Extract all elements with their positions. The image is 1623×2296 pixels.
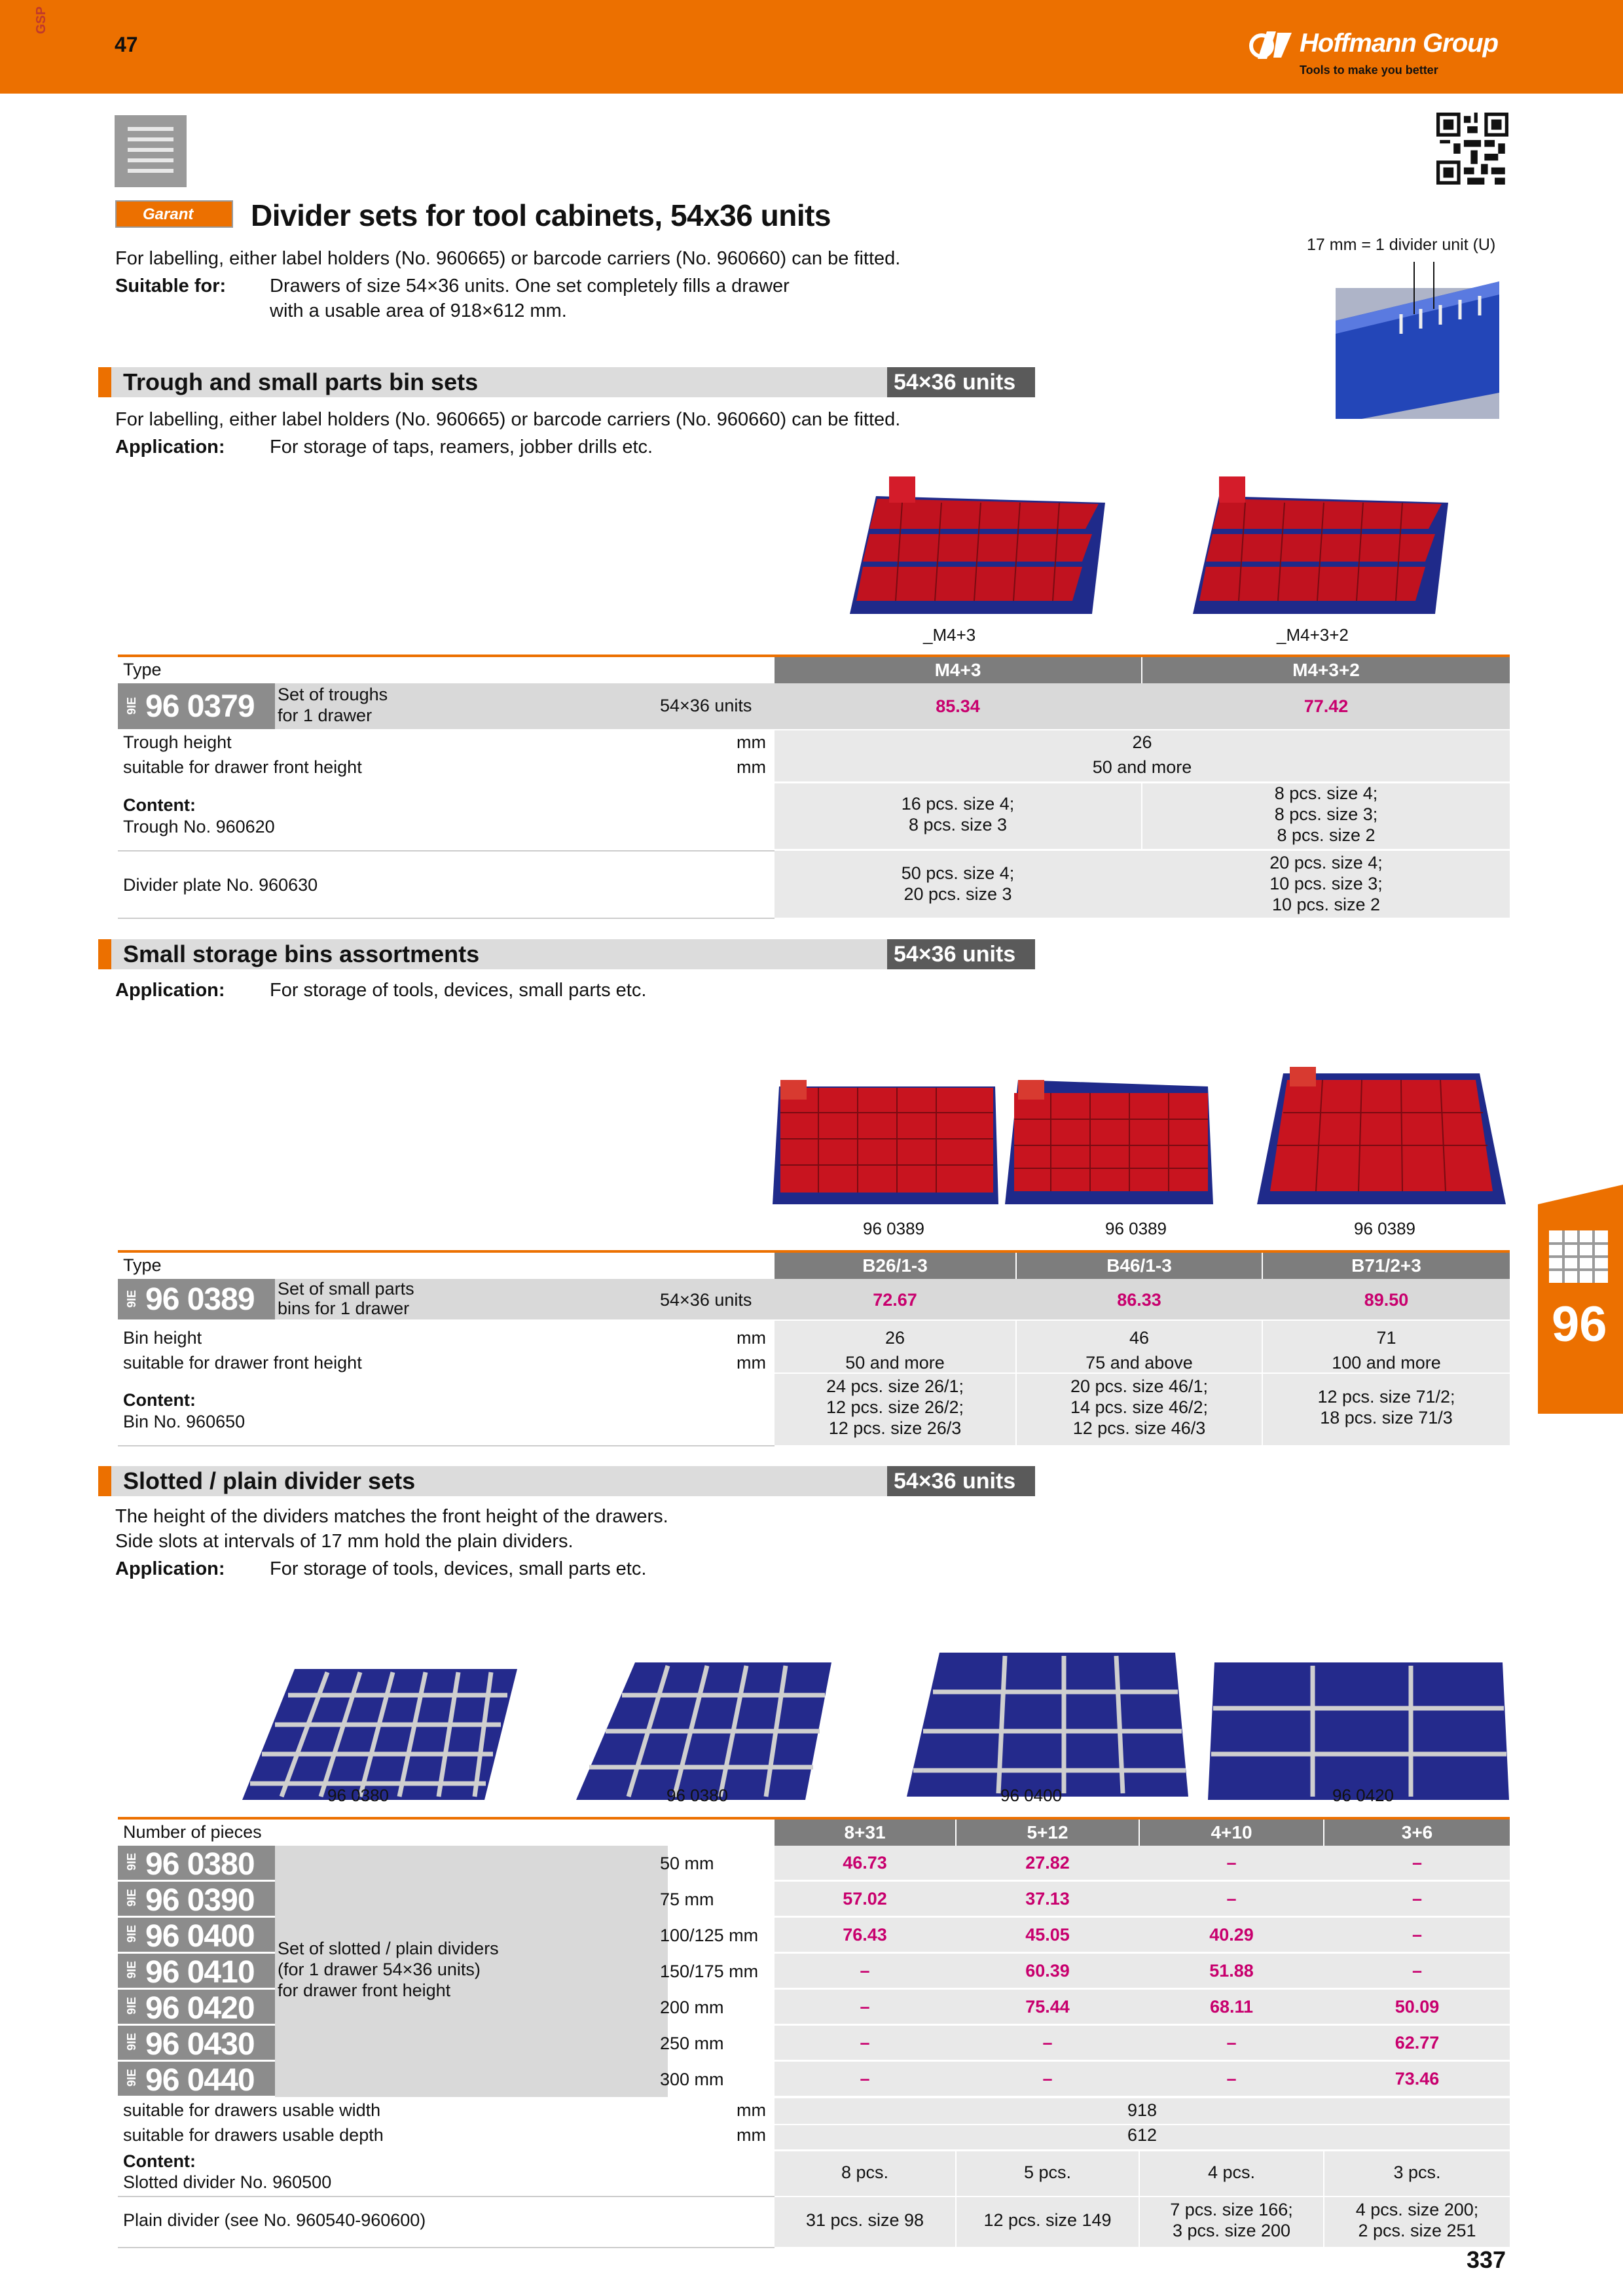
cabinet-grid-icon — [1549, 1230, 1608, 1283]
header-side-label: GSP — [34, 6, 48, 34]
page-title: Divider sets for tool cabinets, 54x36 units — [251, 198, 831, 232]
plain-count: 3 pcs. size 200 — [1172, 2221, 1291, 2240]
section-title-bins: Small storage bins assortments — [123, 941, 480, 967]
trough-height-value: 26 — [1132, 732, 1152, 752]
header-page-number: 47 — [115, 33, 138, 56]
item-number: 96 0400 — [145, 1919, 255, 1954]
content-line: 8 pcs. size 3; — [1274, 804, 1378, 824]
section-title-dividers: Slotted / plain divider sets — [123, 1467, 416, 1494]
divider-plate-label: Divider plate No. 960630 — [123, 875, 318, 895]
image-caption: _M4+3 — [923, 625, 976, 645]
front-height: 75 and above — [1085, 1353, 1193, 1372]
row-unit: mm — [737, 732, 766, 752]
hoffmann-logo-icon — [1247, 26, 1293, 60]
item-size: 54×36 units — [660, 1290, 752, 1310]
item-number-box — [118, 683, 275, 729]
price: – — [860, 1961, 870, 1981]
item-number: 96 0410 — [145, 1955, 255, 1990]
content-line: 20 pcs. size 46/1; — [1070, 1376, 1209, 1396]
price: – — [1412, 1961, 1423, 1981]
price: 50.09 — [1395, 1997, 1440, 2017]
content-line: 14 pcs. size 46/2; — [1070, 1397, 1209, 1417]
dividers-text-2: Side slots at intervals of 17 mm hold the plain dividers. — [115, 1531, 574, 1552]
price: 73.46 — [1395, 2069, 1440, 2089]
price: – — [860, 2069, 870, 2089]
price: – — [1226, 2033, 1237, 2053]
divider-description: Set of slotted / plain dividers — [278, 1939, 499, 1958]
type-label: Type — [123, 1255, 162, 1275]
front-height: 50 and more — [845, 1353, 945, 1372]
item-tag: 9IE — [125, 2032, 139, 2051]
content-line: 10 pcs. size 3; — [1269, 874, 1383, 893]
bin-height: 46 — [1129, 1328, 1150, 1348]
front-height: 150/175 mm — [660, 1962, 759, 1981]
column-header: B71/2+3 — [1263, 1253, 1510, 1279]
column-header: M4+3+2 — [1142, 657, 1510, 683]
content-line: 18 pcs. size 71/3 — [1320, 1408, 1453, 1427]
intro-text: For labelling, either label holders (No. 960665) or barcode carriers (No. 960660) can be fitted. — [115, 248, 901, 269]
item-number: 96 0390 — [145, 1883, 255, 1918]
item-tag: 9IE — [125, 1888, 139, 1907]
bin-set-image-2 — [1005, 1073, 1214, 1204]
column-header: 5+12 — [957, 1820, 1139, 1846]
item-tag: 9IE — [125, 1924, 139, 1943]
plain-count: 4 pcs. size 200; — [1355, 2200, 1479, 2219]
row-separator — [118, 1445, 775, 1446]
price: – — [1042, 2069, 1053, 2089]
item-number: 96 0389 — [145, 1282, 255, 1317]
content-label: Content: — [123, 795, 196, 815]
suitable-text-2: with a usable area of 918×612 mm. — [270, 300, 567, 321]
row-label: Trough height — [123, 732, 232, 752]
price: – — [1226, 2069, 1237, 2089]
application-label: Application: — [115, 980, 225, 1001]
front-height: 50 mm — [660, 1854, 714, 1873]
price: 57.02 — [843, 1889, 887, 1909]
price: – — [1042, 2033, 1053, 2053]
content-line: 12 pcs. size 46/3 — [1072, 1418, 1206, 1438]
content-label: Content: — [123, 2151, 196, 2171]
front-height-value: 50 and more — [1092, 757, 1192, 777]
slotted-count: 4 pcs. — [1207, 2162, 1256, 2182]
content-line: 10 pcs. size 2 — [1271, 895, 1381, 914]
bin-set-image-1 — [773, 1073, 1002, 1204]
content-line: 12 pcs. size 26/3 — [828, 1418, 962, 1438]
bin-height: 26 — [884, 1328, 905, 1348]
column-header: B26/1-3 — [775, 1253, 1015, 1279]
row-label: suitable for drawers usable depth — [123, 2125, 384, 2145]
item-number: 96 0379 — [145, 689, 255, 724]
page-number: 337 — [1467, 2246, 1506, 2273]
content-line: 12 pcs. size 71/2; — [1317, 1387, 1455, 1407]
price: – — [1412, 1925, 1423, 1945]
section-marker — [98, 1466, 111, 1496]
application-text: For storage of tools, devices, small parts etc. — [270, 980, 647, 1001]
suitable-text-1: Drawers of size 54×36 units. One set completely fills a drawer — [270, 276, 790, 296]
item-number: 96 0440 — [145, 2063, 255, 2098]
item-tag: 9IE — [125, 1289, 139, 1308]
trough-no-label: Trough No. 960620 — [123, 817, 275, 836]
image-caption: 96 0420 — [1332, 1785, 1394, 1805]
divider-description: (for 1 drawer 54×36 units) — [278, 1960, 481, 1979]
plain-count: 7 pcs. size 166; — [1170, 2200, 1293, 2219]
plain-count: 31 pcs. size 98 — [805, 2210, 924, 2230]
plain-label: Plain divider (see No. 960540-960600) — [123, 2210, 426, 2230]
item-size: 54×36 units — [660, 696, 752, 715]
price: 37.13 — [1025, 1889, 1070, 1909]
dividers-text-1: The height of the dividers matches the front height of the drawers. — [115, 1506, 668, 1527]
content-line: 8 pcs. size 3 — [908, 815, 1008, 834]
price: 46.73 — [843, 1853, 887, 1873]
item-tag: 9IE — [125, 696, 139, 715]
section-badge: 54×36 units — [887, 1466, 1035, 1496]
item-description: Set of troughs — [278, 685, 388, 704]
price: – — [1226, 1853, 1237, 1873]
content-label: Content: — [123, 1390, 196, 1410]
front-height: 300 mm — [660, 2070, 724, 2089]
item-number: 96 0420 — [145, 1991, 255, 2026]
price: 68.11 — [1209, 1997, 1254, 2017]
row-unit: mm — [737, 2125, 766, 2145]
image-caption: 96 0380 — [327, 1785, 389, 1805]
item-tag: 9IE — [125, 1960, 139, 1979]
front-height: 200 mm — [660, 1998, 724, 2017]
column-header: M4+3 — [775, 657, 1141, 683]
application-label: Application: — [115, 437, 225, 457]
price: 40.29 — [1209, 1925, 1254, 1945]
content-line: 8 pcs. size 4; — [1274, 783, 1378, 803]
price: 27.82 — [1025, 1853, 1070, 1873]
plain-count: 12 pcs. size 149 — [983, 2210, 1112, 2230]
row-separator — [118, 850, 775, 852]
bin-set-image-3 — [1257, 1067, 1506, 1204]
row-unit: mm — [737, 2100, 766, 2120]
price: – — [860, 1997, 870, 2017]
content-line: 20 pcs. size 3 — [903, 884, 1012, 904]
image-caption: 96 0389 — [1354, 1219, 1415, 1238]
type-label: Type — [123, 660, 162, 679]
slotted-count: 8 pcs. — [841, 2162, 889, 2182]
divider-description: for drawer front height — [278, 1981, 451, 2000]
front-height: 100 and more — [1332, 1353, 1441, 1372]
row-label: Bin height — [123, 1328, 202, 1348]
price: 85.34 — [936, 696, 980, 716]
trough-set-image-2 — [1193, 476, 1455, 614]
divider-set-image-1 — [242, 1662, 517, 1800]
item-tag: 9IE — [125, 1996, 139, 2015]
price: 77.42 — [1304, 696, 1349, 716]
bin-no-label: Bin No. 960650 — [123, 1412, 246, 1431]
image-caption: 96 0389 — [1105, 1219, 1167, 1238]
price: 86.33 — [1117, 1290, 1161, 1310]
image-caption: 96 0400 — [1000, 1785, 1062, 1805]
content-line: 20 pcs. size 4; — [1269, 853, 1383, 872]
section-badge: 54×36 units — [887, 939, 1035, 969]
row-unit: mm — [737, 757, 766, 777]
troughs-intro: For labelling, either label holders (No. 960665) or barcode carriers (No. 960660) can be fitted. — [115, 409, 901, 430]
qr-code-icon — [1436, 113, 1508, 185]
brand-tagline: Tools to make you better — [1300, 63, 1438, 77]
divider-unit-illustration — [1336, 262, 1499, 419]
section-badge: 54×36 units — [887, 367, 1035, 397]
row-unit: mm — [737, 1353, 766, 1372]
image-caption: _M4+3+2 — [1277, 625, 1349, 645]
price: – — [1226, 1889, 1237, 1909]
chapter-number: 96 — [1552, 1297, 1607, 1352]
trough-set-image-1 — [850, 476, 1112, 614]
price: 76.43 — [843, 1925, 887, 1945]
divider-set-image-4 — [1208, 1656, 1509, 1800]
column-header: B46/1-3 — [1017, 1253, 1262, 1279]
usable-depth: 612 — [1127, 2125, 1158, 2145]
row-separator — [118, 918, 775, 919]
row-label: suitable for drawers usable width — [123, 2100, 381, 2120]
suitable-label: Suitable for: — [115, 276, 227, 296]
plain-count: 2 pcs. size 251 — [1358, 2221, 1476, 2240]
row-label: suitable for drawer front height — [123, 757, 362, 777]
row-separator — [118, 2247, 775, 2248]
section-marker — [98, 367, 111, 397]
price: – — [1412, 1889, 1423, 1909]
item-description: bins for 1 drawer — [278, 1299, 410, 1318]
brand-name: Hoffmann Group — [1300, 29, 1499, 58]
divider-set-image-3 — [907, 1646, 1188, 1797]
price: 72.67 — [873, 1290, 917, 1310]
pieces-label: Number of pieces — [123, 1822, 262, 1842]
price: 89.50 — [1364, 1290, 1409, 1310]
column-header: 8+31 — [775, 1820, 955, 1846]
item-number-box — [118, 1279, 275, 1319]
application-text: For storage of tools, devices, small parts etc. — [270, 1558, 647, 1579]
row-unit: mm — [737, 1328, 766, 1348]
slotted-count: 3 pcs. — [1393, 2162, 1441, 2182]
item-number: 96 0430 — [145, 2027, 255, 2062]
image-caption: 96 0380 — [666, 1785, 728, 1805]
divider — [775, 2196, 1510, 2197]
row-label: suitable for drawer front height — [123, 1353, 362, 1372]
slotted-count: 5 pcs. — [1023, 2162, 1072, 2182]
section-marker — [98, 939, 111, 969]
garant-logo: Garant — [115, 200, 233, 228]
price: – — [1412, 1853, 1423, 1873]
content-line: 50 pcs. size 4; — [901, 863, 1015, 883]
price: 75.44 — [1025, 1997, 1070, 2017]
unit-note: 17 mm = 1 divider unit (U) — [1307, 236, 1496, 254]
content-line: 24 pcs. size 26/1; — [826, 1376, 964, 1396]
column-header: 4+10 — [1140, 1820, 1323, 1846]
price: 45.05 — [1025, 1925, 1070, 1945]
content-line: 16 pcs. size 4; — [901, 794, 1015, 814]
price: 51.88 — [1209, 1961, 1254, 1981]
application-text: For storage of taps, reamers, jobber drills etc. — [270, 437, 653, 457]
section-title-troughs: Trough and small parts bin sets — [123, 368, 479, 395]
price: 60.39 — [1025, 1961, 1070, 1981]
front-height: 75 mm — [660, 1890, 714, 1909]
item-tag: 9IE — [125, 1852, 139, 1871]
usable-width: 918 — [1127, 2100, 1158, 2120]
item-tag: 9IE — [125, 2068, 139, 2087]
item-description: Set of small parts — [278, 1279, 414, 1299]
bin-height: 71 — [1376, 1328, 1396, 1348]
content-line: 8 pcs. size 2 — [1277, 825, 1376, 845]
cabinet-icon — [115, 115, 187, 187]
item-number: 96 0380 — [145, 1847, 255, 1882]
row-separator — [118, 2196, 775, 2197]
item-description: for 1 drawer — [278, 706, 373, 725]
slotted-label: Slotted divider No. 960500 — [123, 2172, 332, 2192]
application-label: Application: — [115, 1558, 225, 1579]
column-header: 3+6 — [1324, 1820, 1510, 1846]
divider-set-image-2 — [576, 1656, 831, 1800]
price: 62.77 — [1395, 2033, 1440, 2053]
front-height: 250 mm — [660, 2034, 724, 2053]
image-caption: 96 0389 — [863, 1219, 924, 1238]
front-height: 100/125 mm — [660, 1926, 759, 1945]
content-line: 12 pcs. size 26/2; — [826, 1397, 964, 1417]
price: – — [860, 2033, 870, 2053]
